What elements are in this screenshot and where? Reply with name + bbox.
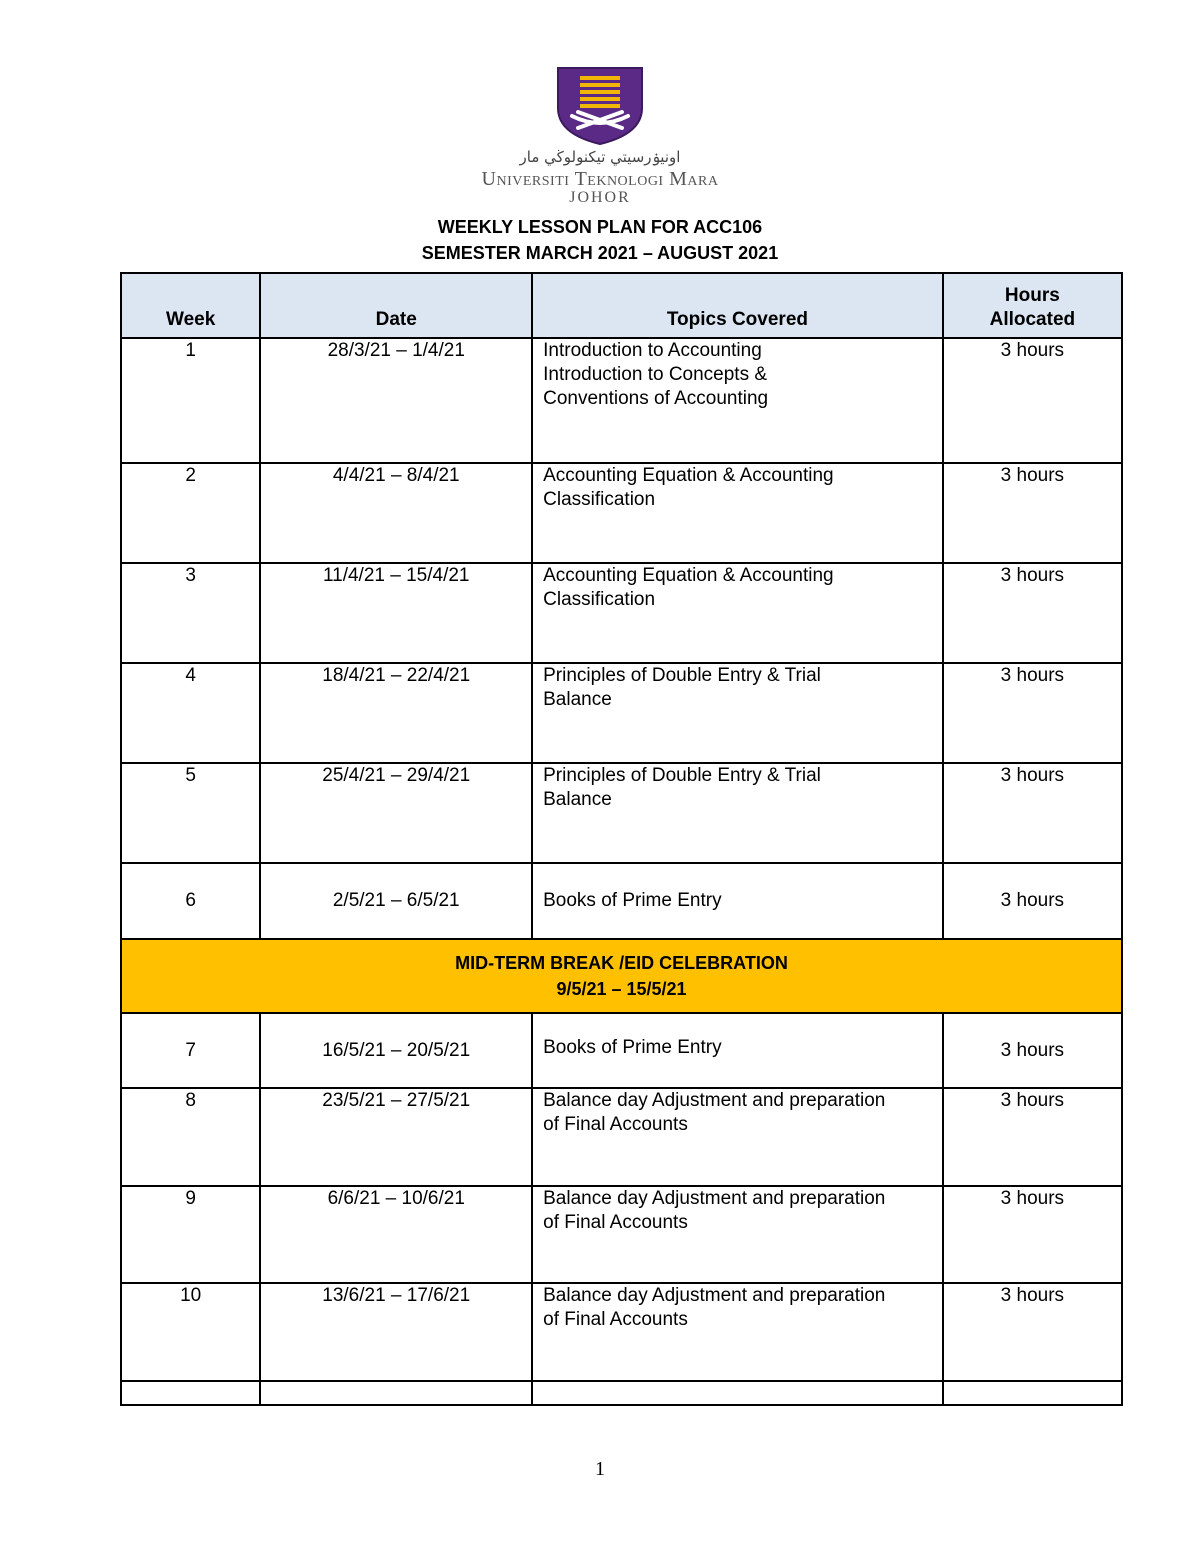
break-title: MID-TERM BREAK /EID CELEBRATION <box>455 953 788 973</box>
date-cell: 18/4/21 – 22/4/21 <box>260 663 532 763</box>
topic-cell <box>532 663 943 763</box>
date-cell: 16/5/21 – 20/5/21 <box>260 1013 532 1088</box>
semester-title: SEMESTER MARCH 2021 – AUGUST 2021 <box>421 243 779 263</box>
topic-line: Introduction to Concepts & <box>543 364 768 385</box>
hours-cell: 3 hours <box>943 463 1122 563</box>
hours-cell: 3 hours <box>943 563 1122 663</box>
column-header-hours-line2: Allocated <box>989 309 1076 330</box>
lesson-plan-table <box>120 272 1123 1406</box>
table-row <box>121 1088 1122 1186</box>
column-header-hours <box>943 273 1122 338</box>
date-cell: 6/6/21 – 10/6/21 <box>260 1186 532 1283</box>
topic-line: Balance day Adjustment and preparation <box>543 1090 886 1111</box>
date-cell: 2/5/21 – 6/5/21 <box>260 863 532 939</box>
topic-line: of Final Accounts <box>543 1212 688 1233</box>
week-cell: 1 <box>121 338 260 463</box>
topic-cell <box>532 563 943 663</box>
date-cell: 11/4/21 – 15/4/21 <box>260 563 532 663</box>
topic-cell <box>532 1186 943 1283</box>
week-cell: 5 <box>121 763 260 863</box>
table-row <box>121 563 1122 663</box>
topic-cell <box>532 463 943 563</box>
week-cell: 6 <box>121 863 260 939</box>
week-cell: 2 <box>121 463 260 563</box>
date-cell: 25/4/21 – 29/4/21 <box>260 763 532 863</box>
empty-cell <box>260 1381 532 1405</box>
week-cell: 9 <box>121 1186 260 1283</box>
hours-cell: 3 hours <box>943 1013 1122 1088</box>
week-cell: 4 <box>121 663 260 763</box>
hours-cell: 3 hours <box>943 863 1122 939</box>
topic-line: of Final Accounts <box>543 1309 688 1330</box>
week-cell: 10 <box>121 1283 260 1381</box>
topic-cell <box>532 338 943 463</box>
empty-cell <box>121 1381 260 1405</box>
table-row <box>121 1283 1122 1381</box>
hours-cell: 3 hours <box>943 663 1122 763</box>
mid-term-break-row <box>121 939 1122 1013</box>
topic-line: Balance <box>543 789 612 810</box>
hours-cell: 3 hours <box>943 1088 1122 1186</box>
topic-line: Books of Prime Entry <box>543 1037 722 1058</box>
mid-term-break-cell <box>121 939 1122 1013</box>
column-header-hours-line1: Hours <box>1004 285 1060 306</box>
table-row <box>121 1186 1122 1283</box>
table-header-row <box>121 273 1122 338</box>
arabic-university-name: اونيۏرسيتي تيكنولوڬي مار <box>519 148 681 166</box>
column-header-topics: Topics Covered <box>532 273 943 338</box>
break-dates: 9/5/21 – 15/5/21 <box>556 979 687 999</box>
empty-cell <box>943 1381 1122 1405</box>
topic-cell <box>532 1088 943 1186</box>
date-cell: 28/3/21 – 1/4/21 <box>260 338 532 463</box>
topic-line: Classification <box>543 589 656 610</box>
week-cell: 3 <box>121 563 260 663</box>
topic-line: Principles of Double Entry & Trial <box>543 765 821 786</box>
topic-line: of Final Accounts <box>543 1114 688 1135</box>
table-row <box>121 463 1122 563</box>
table-row <box>121 763 1122 863</box>
topic-line: Conventions of Accounting <box>543 388 769 409</box>
page-number: 1 <box>595 1458 605 1480</box>
date-cell: 23/5/21 – 27/5/21 <box>260 1088 532 1186</box>
table-row <box>121 863 1122 939</box>
topic-cell <box>532 1283 943 1381</box>
hours-cell: 3 hours <box>943 1186 1122 1283</box>
topic-line: Accounting Equation & Accounting <box>543 465 834 486</box>
topic-line: Balance day Adjustment and preparation <box>543 1285 886 1306</box>
table-row <box>121 663 1122 763</box>
hours-cell: 3 hours <box>943 763 1122 863</box>
topic-line: Balance day Adjustment and preparation <box>543 1188 886 1209</box>
topic-line: Classification <box>543 489 656 510</box>
document-title: WEEKLY LESSON PLAN FOR ACC106 <box>437 217 763 237</box>
topic-cell <box>532 763 943 863</box>
topic-line: Principles of Double Entry & Trial <box>543 665 821 686</box>
uitm-crest-logo <box>550 66 650 146</box>
table-row <box>121 1013 1122 1088</box>
column-header-week: Week <box>121 273 260 338</box>
date-cell: 4/4/21 – 8/4/21 <box>260 463 532 563</box>
empty-cell <box>532 1381 943 1405</box>
hours-cell: 3 hours <box>943 338 1122 463</box>
column-header-date: Date <box>260 273 532 338</box>
table-row <box>121 338 1122 463</box>
topic-cell <box>532 863 943 939</box>
week-cell: 7 <box>121 1013 260 1088</box>
topic-line: Accounting Equation & Accounting <box>543 565 834 586</box>
university-name: Universiti Teknologi Mara <box>481 168 719 190</box>
campus-name: JOHOR <box>569 189 631 206</box>
hours-cell: 3 hours <box>943 1283 1122 1381</box>
university-logo-block <box>0 66 1200 207</box>
topic-line: Balance <box>543 689 612 710</box>
topic-cell <box>532 1013 943 1088</box>
topic-line: Introduction to Accounting <box>543 340 762 361</box>
empty-table-row <box>121 1381 1122 1405</box>
topic-line: Books of Prime Entry <box>543 890 722 911</box>
week-cell: 8 <box>121 1088 260 1186</box>
date-cell: 13/6/21 – 17/6/21 <box>260 1283 532 1381</box>
